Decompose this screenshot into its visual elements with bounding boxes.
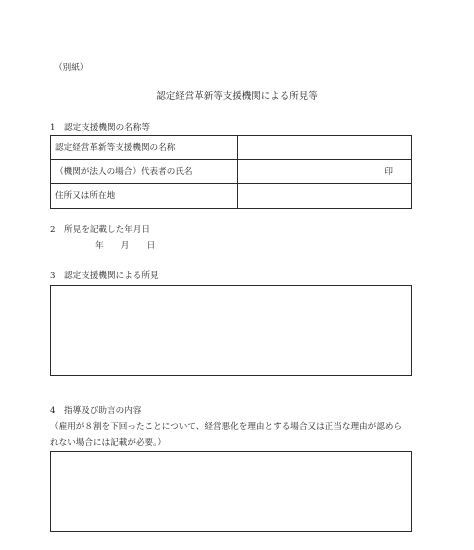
- agency-name-label: 認定経営革新等支援機関の名称: [51, 136, 238, 159]
- representative-name-value-cell: [238, 160, 411, 183]
- agency-name-value-cell: [238, 136, 411, 159]
- section-1-heading: 1 認定支援機関の名称等: [50, 123, 150, 133]
- attachment-label: （別紙）: [54, 63, 89, 73]
- agency-info-table: [50, 135, 412, 209]
- address-value-cell: [238, 184, 411, 208]
- table-row: [51, 136, 411, 160]
- representative-name-label: （機関が法人の場合）代表者の氏名: [51, 160, 238, 183]
- table-row: [51, 160, 411, 184]
- guidance-box: [50, 451, 412, 532]
- section-3-heading: 3 認定支援機関による所見: [50, 271, 159, 281]
- seal-mark: 印: [384, 166, 393, 177]
- address-label: 住所又は所在地: [51, 184, 238, 208]
- date-line: 年 月 日: [95, 241, 156, 251]
- table-row: [51, 184, 411, 208]
- section-4-note-line-1: （雇用が８割を下回ったことについて、経営悪化を理由とする場合又は正当な理由が認めら: [50, 422, 403, 432]
- page-title: 認定経営革新等支援機関による所見等: [156, 91, 318, 102]
- findings-box: [50, 285, 412, 376]
- section-4-heading: 4 指導及び助言の内容: [50, 406, 142, 416]
- section-2-heading: 2 所見を記載した年月日: [50, 225, 150, 235]
- section-4-note-line-2: れない場合には記載が必要。）: [50, 438, 167, 448]
